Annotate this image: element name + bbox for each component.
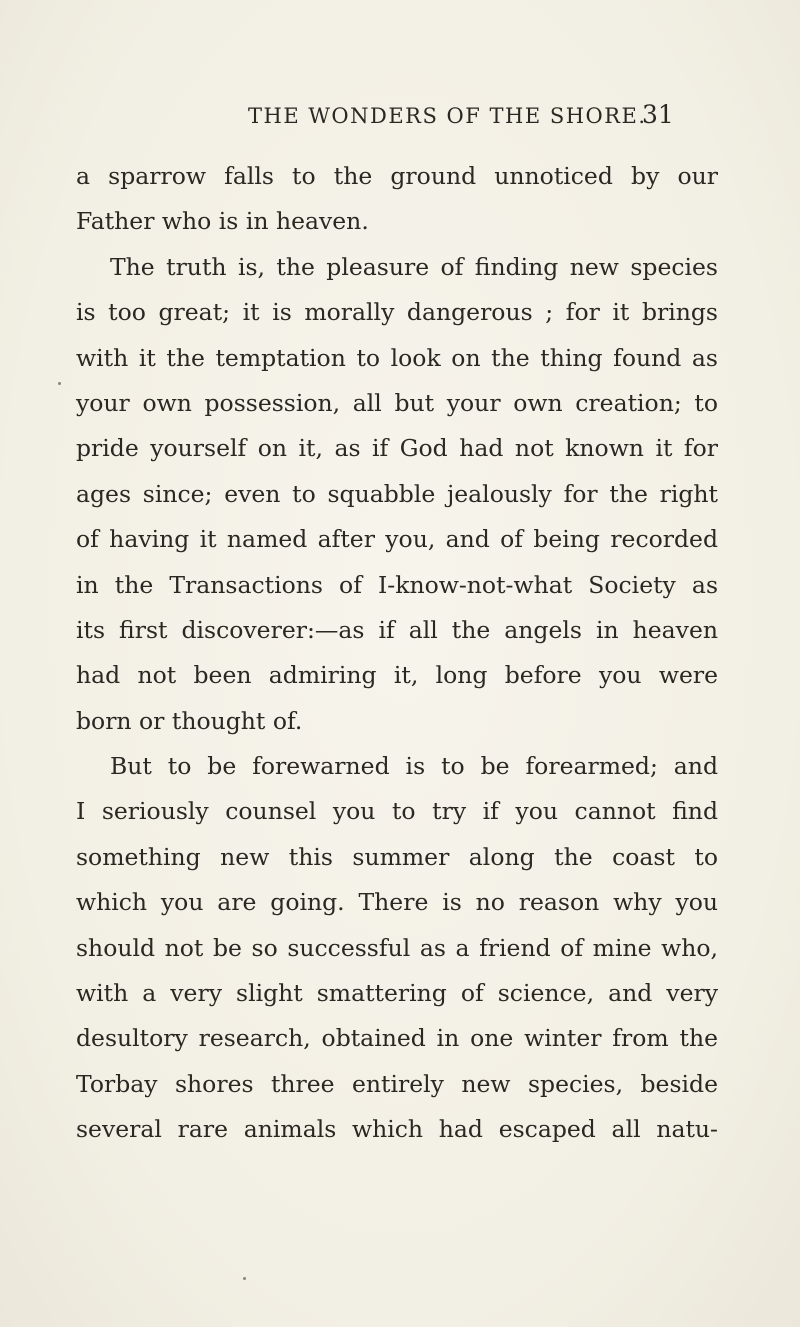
text-line: ages since; even to squabble jealously for the right	[76, 479, 718, 508]
text-line: But to be forewarned is to be forearmed; and	[110, 752, 718, 781]
text-line: with a very slight smattering of science, and very	[76, 979, 718, 1008]
text-line: The truth is, the pleasure of finding new species	[110, 252, 718, 281]
text-line: something new this summer along the coast to	[76, 842, 718, 871]
text-line: a sparrow falls to the ground unnoticed by our	[76, 162, 718, 190]
text-line: born or thought of.	[76, 706, 303, 735]
text-line: your own possession, all but your own creation; to	[76, 388, 718, 417]
text-line: with it the temptation to look on the thing found as	[76, 343, 718, 372]
text-line: Father who is in heaven.	[76, 207, 369, 236]
text-line: desultory research, obtained in one winter from the	[76, 1024, 718, 1053]
paper-speck	[243, 1277, 246, 1280]
text-line: its first discoverer:—as if all the angels in heaven	[76, 615, 718, 644]
text-line: Torbay shores three entirely new species, beside	[76, 1069, 718, 1098]
body-text	[76, 154, 718, 1153]
running-title: THE WONDERS OF THE SHORE.	[248, 104, 647, 128]
text-line: had not been admiring it, long before you were	[76, 661, 718, 690]
running-head	[0, 100, 800, 140]
paper-speck	[58, 382, 61, 385]
text-line: which you are going. There is no reason why you	[76, 888, 718, 917]
text-line: should not be so successful as a friend of mine who,	[76, 933, 718, 962]
text-line: is too great; it is morally dangerous ; for it brings	[76, 298, 718, 327]
text-line: several rare animals which had escaped all natu-	[76, 1115, 718, 1144]
text-line: I seriously counsel you to try if you cannot find	[76, 797, 718, 826]
text-line: in the Transactions of I-know-not-what Society as	[76, 570, 718, 599]
page-number: 31	[642, 100, 674, 129]
text-line: pride yourself on it, as if God had not known it for	[76, 434, 718, 463]
text-line: of having it named after you, and of being recorded	[76, 525, 718, 554]
